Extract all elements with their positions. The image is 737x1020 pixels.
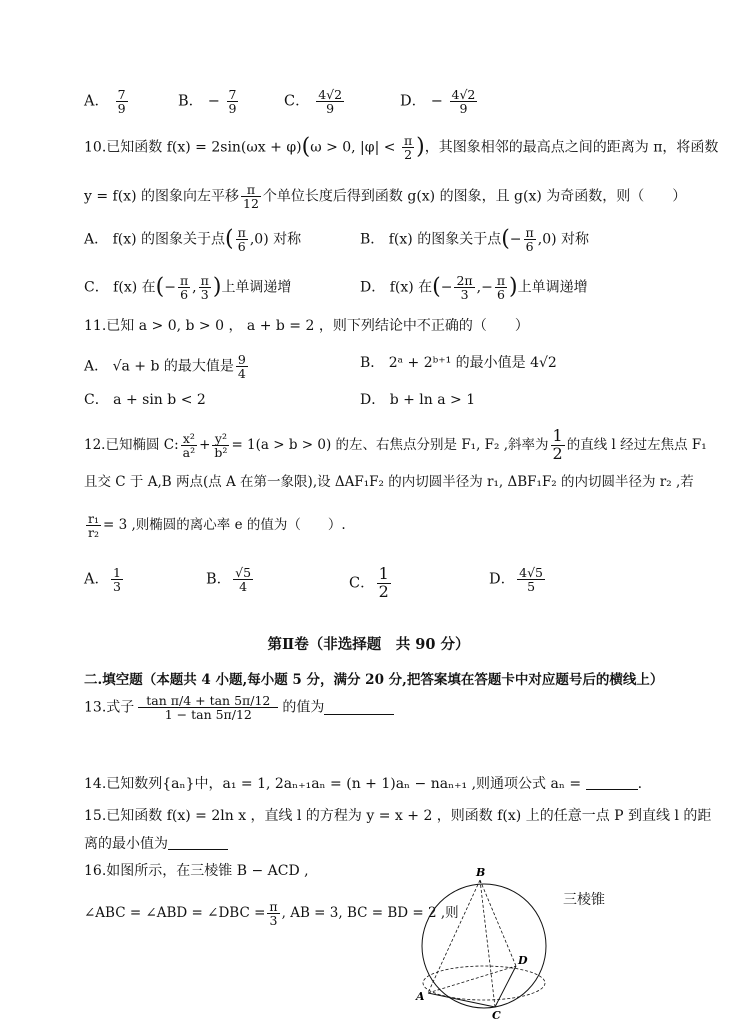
q12-option-d: D． $\frac{4√5}{5}$ — [489, 565, 544, 595]
q9-option-a — [84, 88, 130, 115]
q12-option-b: B． $\frac{√5}{4}$ — [206, 565, 252, 595]
q15-line2: 离的最小值为 — [84, 834, 228, 854]
minus-sign: − — [430, 93, 443, 110]
q16-line2: ∠ABC = ∠ABD = ∠DBC = $\frac{\pi}{3}$ , AB = 3, BC = BD = 2 ,则 — [84, 899, 459, 929]
fraction: $\frac{4√2}{9}$ — [318, 87, 343, 117]
fraction: $\frac{\pi}{12}$ — [243, 182, 259, 212]
q12-stem-line3: $\frac{\text{r₁}}{\text{r₂}}$ = 3 ,则椭圆的离心率 e 的值为（ ）. — [88, 511, 346, 541]
option-label: D． — [400, 93, 427, 110]
q12-option-a: A． $\frac{1}{3}$ — [84, 565, 121, 595]
q11-option-d: D． b + ln a > 1 — [360, 392, 476, 408]
q9-option-d — [400, 88, 479, 115]
q9-option-c — [284, 88, 346, 115]
q9-option-b — [178, 88, 240, 115]
part2-heading: 第Ⅱ卷（非选择题 共 90 分） — [267, 636, 470, 653]
fraction: $\frac{4√2}{9}$ — [451, 87, 476, 117]
q11-stem: 11.已知 a > 0, b > 0 ， a + b = 2 ，则下列结论中不正确的（ ） — [84, 318, 529, 334]
q12-stem-line1: 12.已知椭圆 C: $\frac{\text{x²}}{\text{a²}}$ + $\frac{\text{y²}}{\text{b²}}$ = 1(a > b > 0) 的左、右焦点分别是 F₁, F₂ ,斜率为 $\frac{1}{2}$ 的直线 l 经过左焦点 F₁ — [84, 426, 707, 463]
fraction: $\frac{7}{9}$ — [117, 87, 126, 117]
fraction: $\frac{\pi}{2}$ — [403, 133, 413, 163]
fraction: $\frac{7}{9}$ — [228, 87, 237, 117]
vertex-label-a: A — [416, 990, 425, 1003]
section2-heading: 二.填空题（本题共 4 小题,每小题 5 分，满分 20 分,把答案填在答题卡中对应题号后的横线上） — [84, 672, 664, 688]
option-label: C． — [284, 93, 310, 110]
option-label: B． — [178, 93, 204, 110]
q12-option-c: C． $\frac{1}{2}$ — [349, 564, 389, 601]
vertex-label-b: B — [476, 866, 486, 879]
q10-option-a: A． f(x) 的图象关于点( $\frac{\pi}{6}$ ,0) 对称 — [84, 225, 302, 255]
q10-option-d: D． f(x) 在(− $\frac{2\pi}{3}$ ,− $\frac{\pi}{6}$ )上单调递增 — [360, 273, 588, 303]
q12-stem-line2: 且交 C 于 A,B 两点(点 A 在第一象限),设 ΔAF₁F₂ 的内切圆半径为 r₁, ΔBF₁F₂ 的内切圆半径为 r₂ ,若 — [84, 474, 694, 490]
q10-option-b: B． f(x) 的图象关于点(− $\frac{\pi}{6}$ ,0) 对称 — [360, 225, 590, 255]
q10-stem-line2: y = f(x) 的图象向左平移 $\frac{\pi}{12}$ 个单位长度后得到函数 g(x) 的图象，且 g(x) 为奇函数，则（ ） — [84, 182, 687, 212]
q10-stem-line1: 10.已知函数 f(x) = 2sin(ωx + φ)(ω > 0, |φ| < $\frac{\pi}{2}$ )，其图象相邻的最高点之间的距离为 π，将函数 — [84, 133, 719, 163]
option-label: A． — [84, 93, 109, 110]
q10-option-c: C． f(x) 在(− $\frac{\pi}{6}$ , $\frac{\pi}{3}$ )上单调递增 — [84, 273, 292, 303]
q16-right-text: 三棱锥 — [563, 892, 605, 908]
q15-line1: 15.已知函数 f(x) = 2ln x ，直线 l 的方程为 y = x + 2 ，则函数 f(x) 上的任意一点 P 到直线 l 的距 — [84, 808, 712, 824]
vertex-label-d: D — [518, 954, 528, 967]
tetrahedron-sphere-figure — [412, 862, 562, 1020]
q11-option-a: A． √a + b 的最大值是 $\frac{9}{4}$ — [84, 352, 246, 382]
q11-option-b: B． 2ᵃ + 2ᵇ⁺¹ 的最小值是 4√2 — [360, 355, 557, 371]
q16-line1: 16.如图所示，在三棱锥 B − ACD , — [84, 863, 309, 879]
q14: 14.已知数列{aₙ}中，a₁ = 1, 2aₙ₊₁aₙ = (n + 1)aₙ − naₙ₊₁ ,则通项公式 aₙ = . — [84, 776, 643, 792]
minus-sign: − — [207, 93, 220, 110]
q13: 13.式子 $\frac{\text{tan π/4 + tan 5π/12}}{1 - \tan 5\pi/12}$ 的值为 — [84, 694, 394, 721]
q11-option-c: C． a + sin b < 2 — [84, 392, 206, 408]
vertex-label-c: C — [492, 1009, 501, 1020]
